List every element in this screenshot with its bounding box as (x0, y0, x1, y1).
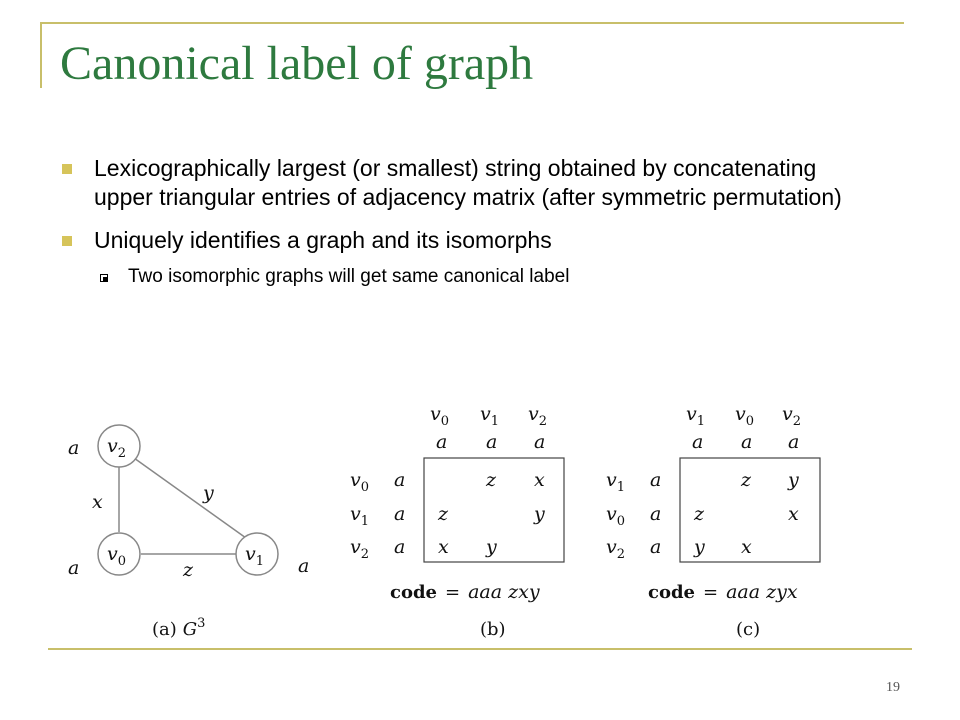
col-header-2: $v_2$ (528, 403, 548, 429)
cell-2-1: x (741, 536, 752, 558)
matrix-c (606, 403, 820, 640)
edge-v2-v1 (134, 458, 246, 538)
col-header-0: $v_0$ (430, 403, 450, 429)
caption-c: (c) (736, 619, 761, 640)
vertex-attr-v1: a (298, 555, 310, 577)
row-header-1: $v_1$ (350, 503, 370, 529)
cell-2-1: y (486, 536, 497, 558)
edge-label-x: x (92, 491, 103, 513)
cell-0-1: z (486, 469, 497, 491)
row-attr-2: a (650, 536, 662, 558)
square-bullet-icon (62, 164, 72, 174)
bullet-text: Lexicographically largest (or smallest) string obtained by concatenating upper triangular entries of adjacency matrix (after symmetric permutation) (94, 155, 842, 210)
node-label-v0: $v_0$ (107, 543, 127, 569)
slide-title: Canonical label of graph (60, 37, 534, 90)
bullet-list (60, 154, 870, 289)
node-label-v1: $v_1$ (245, 543, 265, 569)
row-header-2: $v_2$ (606, 536, 626, 562)
cell-0-2: x (534, 469, 545, 491)
caption-b: (b) (480, 619, 506, 640)
frame-top-line (40, 22, 904, 24)
edge-label-y: y (203, 482, 214, 504)
col-attr-2: a (788, 431, 800, 453)
cell-0-1: z (741, 469, 752, 491)
col-attr-1: a (486, 431, 498, 453)
vertex-attr-v2: a (68, 437, 80, 459)
row-attr-1: a (650, 503, 662, 525)
bullet-item (60, 154, 870, 212)
col-header-1: $v_0$ (735, 403, 755, 429)
frame-bottom-line (48, 648, 912, 650)
row-attr-2: a (394, 536, 406, 558)
graph-figure (48, 394, 868, 644)
cell-1-0: z (438, 503, 449, 525)
col-attr-1: a (741, 431, 753, 453)
cell-0-2: y (788, 469, 799, 491)
col-header-2: $v_2$ (782, 403, 802, 429)
row-header-2: $v_2$ (350, 536, 370, 562)
sub-bullet-item (60, 265, 870, 289)
row-attr-0: a (394, 469, 406, 491)
graph-a (68, 425, 309, 640)
col-attr-0: a (692, 431, 704, 453)
cell-1-2: y (534, 503, 545, 525)
bullet-text: Uniquely identifies a graph and its isomorphs (94, 227, 552, 253)
cell-1-0: z (694, 503, 705, 525)
sub-bullet-text: Two isomorphic graphs will get same canonical label (128, 266, 570, 287)
frame-left-line (40, 22, 42, 88)
vertex-attr-v0: a (68, 557, 80, 579)
col-attr-2: a (534, 431, 546, 453)
row-attr-0: a (650, 469, 662, 491)
cell-1-2: x (788, 503, 799, 525)
node-label-v2: $v_2$ (107, 435, 127, 461)
cell-2-0: x (438, 536, 449, 558)
bullet-item (60, 226, 870, 255)
row-header-0: $v_0$ (350, 469, 370, 495)
matrix-b (350, 403, 564, 640)
row-attr-1: a (394, 503, 406, 525)
hollow-square-bullet-icon (100, 274, 108, 282)
row-header-0: $v_1$ (606, 469, 626, 495)
col-header-0: $v_1$ (686, 403, 706, 429)
cell-2-0: y (694, 536, 705, 558)
square-bullet-icon (62, 236, 72, 246)
code-b: code = aaa zxy (390, 581, 540, 603)
page-number: 19 (886, 680, 900, 695)
code-c: code = aaa zyx (648, 581, 798, 603)
col-attr-0: a (436, 431, 448, 453)
row-header-1: $v_0$ (606, 503, 626, 529)
caption-a: (a) $G^3$ (152, 616, 206, 640)
edge-label-z: z (183, 559, 194, 581)
col-header-1: $v_1$ (480, 403, 500, 429)
